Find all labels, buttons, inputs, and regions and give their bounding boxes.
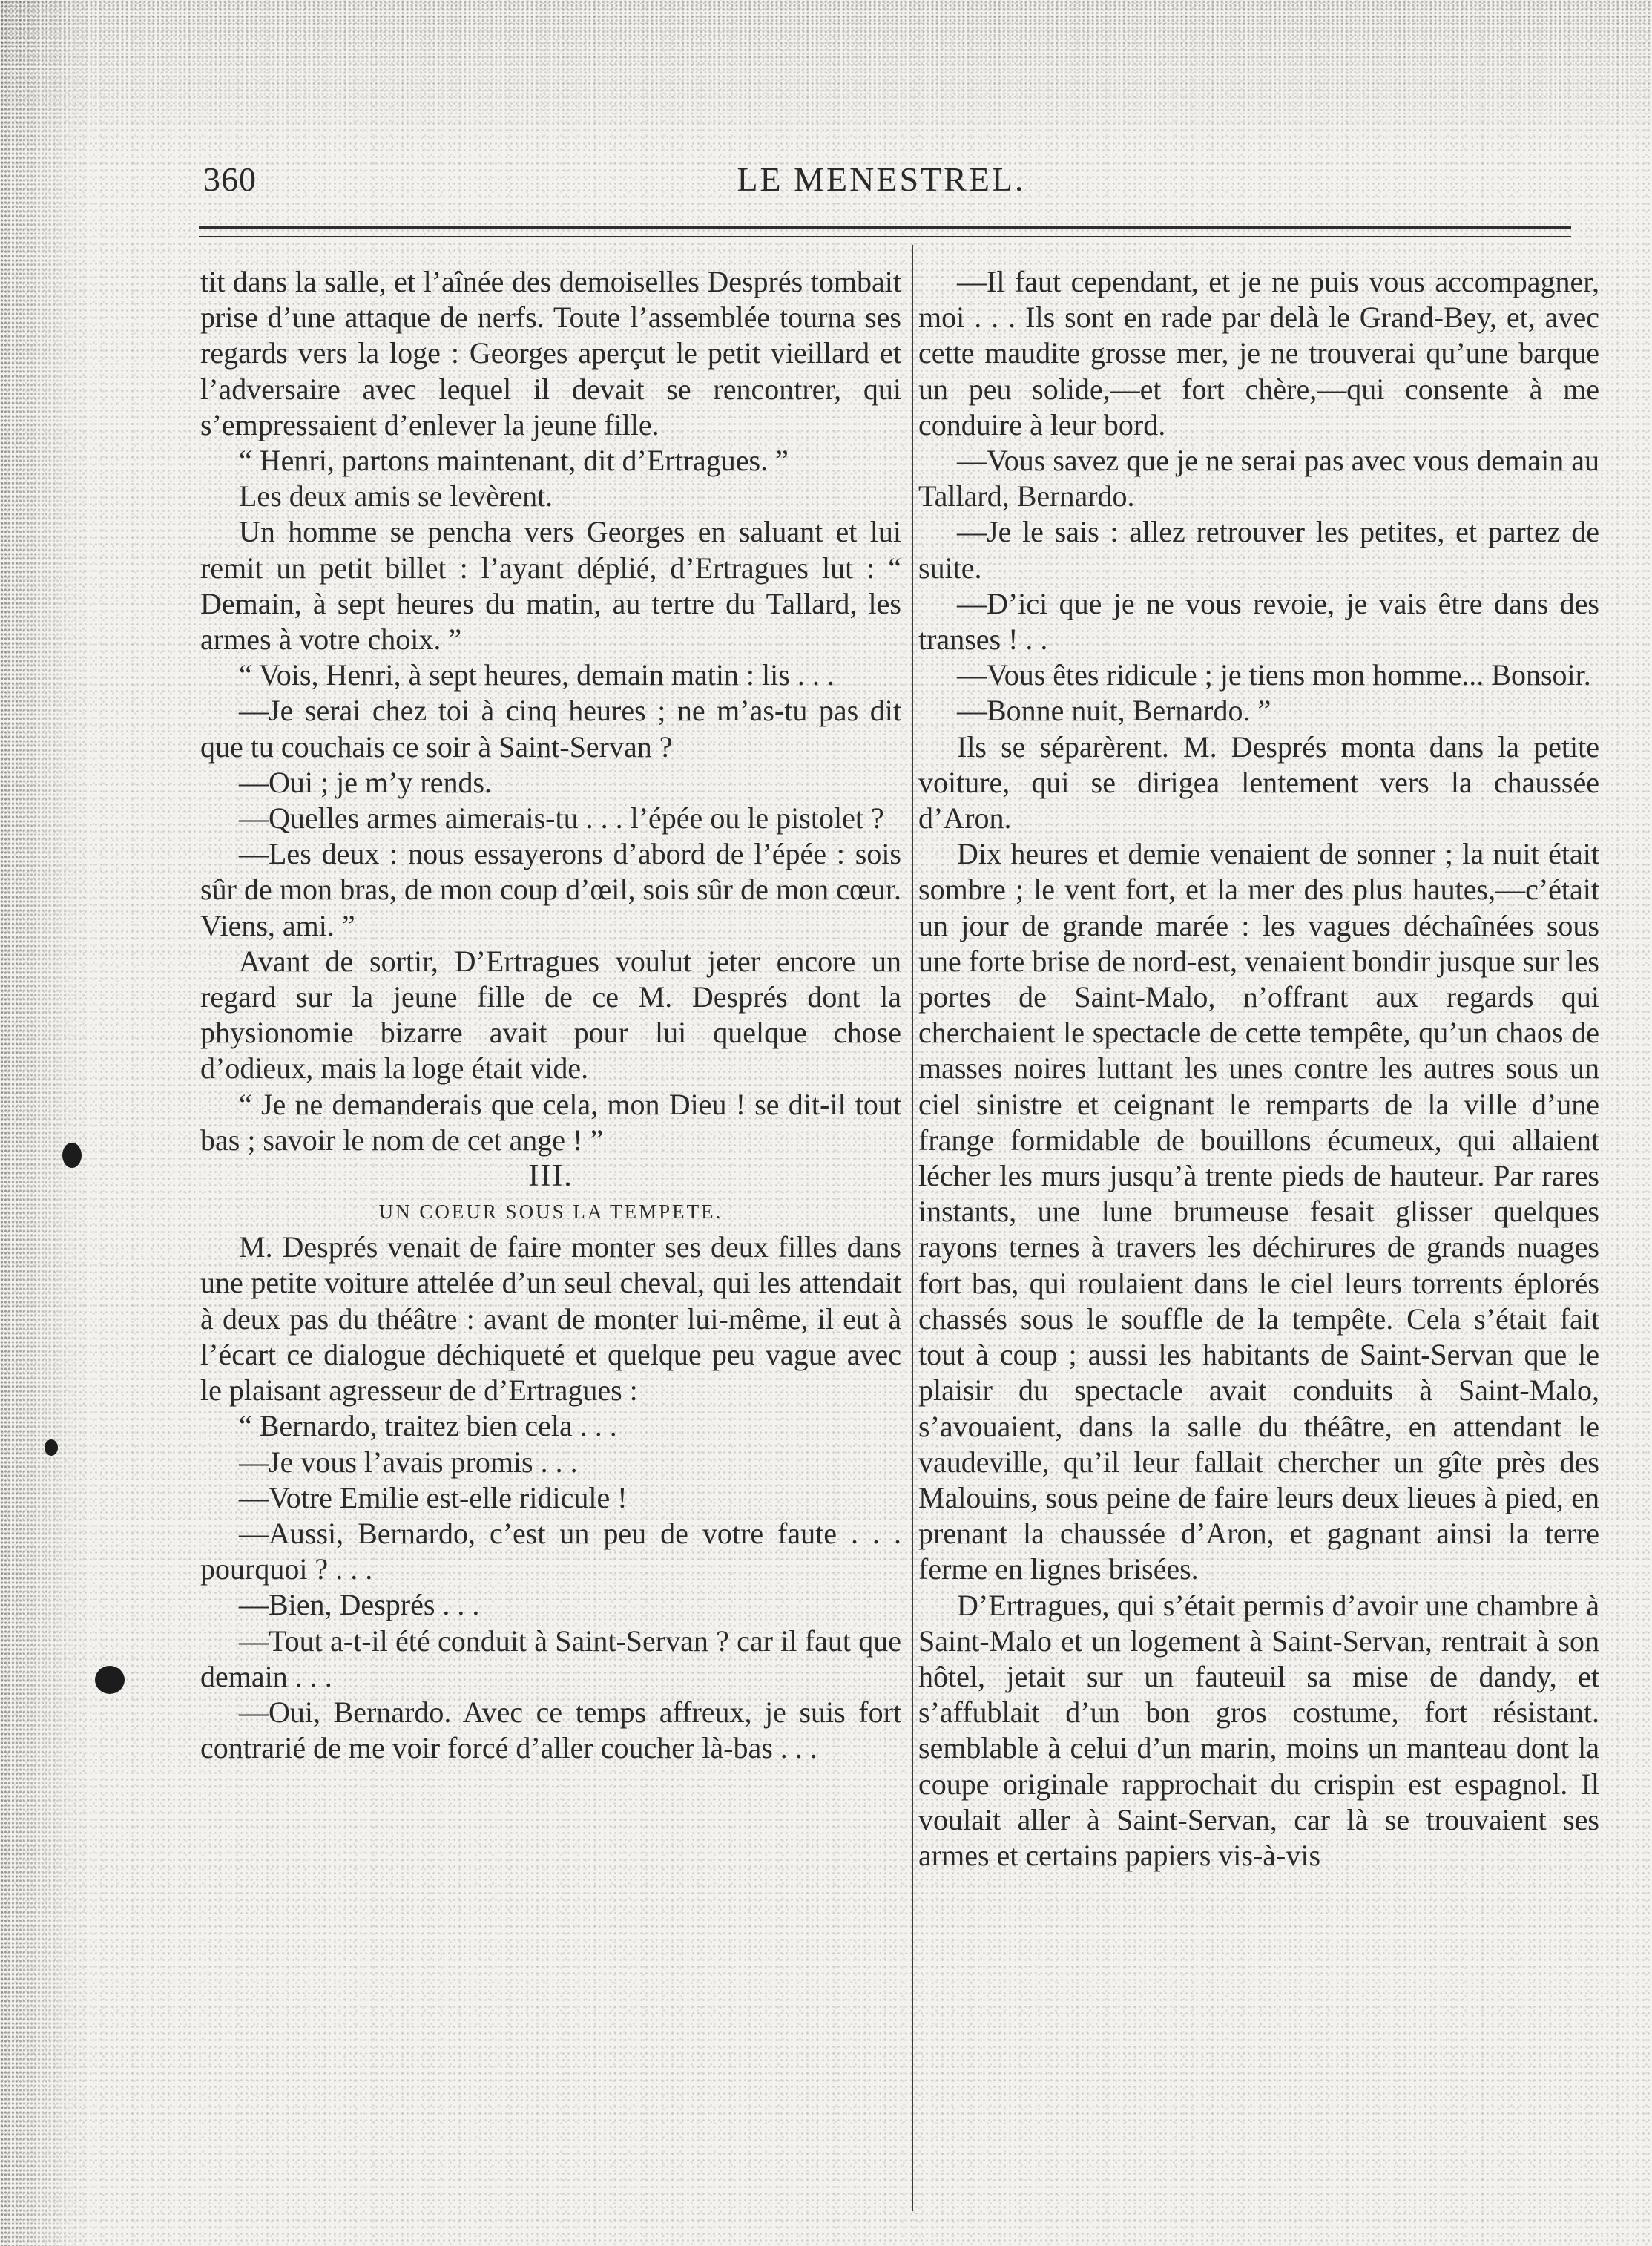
paragraph: —Oui ; je m’y rends. bbox=[239, 765, 493, 799]
header-rule-thick bbox=[199, 226, 1571, 229]
ink-blot bbox=[62, 1143, 82, 1168]
left-column bbox=[200, 264, 901, 1766]
paragraph: “ Je ne demanderais que cela, mon Dieu ! se dit-il tout bas ; savoir le nom de cet ange ! ” bbox=[200, 1087, 901, 1157]
paragraph: —Quelles armes aimerais-tu . . . l’épée ou le pistolet ? bbox=[239, 801, 884, 835]
paragraph: Les deux amis se levèrent. bbox=[239, 479, 553, 513]
paragraph: D’Ertragues, qui s’était permis d’avoir une chambre à Saint-Malo et un logement à Saint-Servan, rentrait à son hôtel, jetait sur un fauteuil sa mise de dandy, et s’affublait d’un bon gros costume, fort résistant. semblable à celui d’un marin, moins un manteau dont la coupe originale rapprochait du crispin est espagnol. Il voulait aller à Saint-Servan, car là se trouvaient ses armes et certains papiers vis-à-vis bbox=[918, 1588, 1599, 1872]
chapter-title: UN COEUR SOUS LA TEMPETE. bbox=[378, 1201, 723, 1224]
paragraph: “ Henri, partons maintenant, dit d’Ertragues. ” bbox=[239, 444, 789, 478]
paragraph: —D’ici que je ne vous revoie, je vais être dans des transes ! . . bbox=[918, 586, 1599, 657]
paragraph: —Votre Emilie est-elle ridicule ! bbox=[239, 1480, 628, 1514]
right-column bbox=[918, 264, 1599, 1874]
paragraph: —Il faut cependant, et je ne puis vous accompagner, moi . . . Ils sont en rade par delà le Grand-Bey, et, avec cette maudite grosse mer, je ne trouverai qu’une barque un peu solide,—et fort chère,—qui consente à me conduire à leur bord. bbox=[918, 265, 1599, 441]
paragraph: Ils se séparèrent. M. Després monta dans la petite voiture, qui se dirigea lentement vers la chaussée d’Aron. bbox=[918, 729, 1599, 835]
paragraph: “ Vois, Henri, à sept heures, demain matin : lis . . . bbox=[239, 658, 835, 692]
paragraph: —Vous êtes ridicule ; je tiens mon homme... Bonsoir. bbox=[957, 658, 1591, 692]
left-edge-noise bbox=[0, 0, 89, 2246]
paragraph: —Aussi, Bernardo, c’est un peu de votre faute . . . pourquoi ? . . . bbox=[200, 1516, 901, 1586]
paragraph: —Je le sais : allez retrouver les petites, et partez de suite. bbox=[918, 515, 1599, 585]
ink-blot bbox=[45, 1439, 58, 1456]
paragraph: Un homme se pencha vers Georges en saluant et lui remit un petit billet : l’ayant déplié, d’Ertragues lut : “ Demain, à sept heures du matin, au tertre du Tallard, les armes à votre choix. ” bbox=[200, 515, 901, 657]
paragraph: M. Després venait de faire monter ses deux filles dans une petite voiture attelée d’un seul cheval, qui les attendait à deux pas du théâtre : avant de monter lui-même, il eut à l’écart ce dialogue déchiqueté et quelque peu vague avec le plaisant agresseur de d’Ertragues : bbox=[200, 1230, 901, 1408]
paragraph: —Je vous l’avais promis . . . bbox=[239, 1445, 578, 1479]
paragraph: tit dans la salle, et l’aînée des demoiselles Després tombait prise d’une attaque de nerfs. Toute l’assemblée tourna ses regards vers la loge : Georges aperçut le petit vieillard et l’adversaire avec lequel il devait se rencontrer, qui s’empressaient d’enlever la jeune fille. bbox=[200, 265, 901, 441]
paragraph: Avant de sortir, D’Ertragues voulut jeter encore un regard sur la jeune fille de ce M. Després dont la physionomie bizarre avait pour lui quelque chose d’odieux, mais la loge était vide. bbox=[200, 944, 901, 1086]
chapter-number: III. bbox=[528, 1159, 573, 1194]
paragraph: —Bien, Després . . . bbox=[239, 1588, 480, 1622]
paragraph: —Vous savez que je ne serai pas avec vous demain au Tallard, Bernardo. bbox=[918, 444, 1599, 513]
column-divider bbox=[912, 245, 913, 2211]
paragraph: “ Bernardo, traitez bien cela . . . bbox=[239, 1409, 617, 1443]
page-number: 360 bbox=[203, 160, 257, 198]
header-rule-thin bbox=[199, 236, 1571, 237]
paragraph: —Tout a-t-il été conduit à Saint-Servan ? car il faut que demain . . . bbox=[200, 1623, 901, 1693]
paragraph: —Oui, Bernardo. Avec ce temps affreux, je suis fort contrarié de me voir forcé d’aller coucher là-bas . . . bbox=[200, 1695, 901, 1765]
top-edge-noise bbox=[0, 0, 1652, 148]
ink-blot bbox=[95, 1666, 125, 1694]
paragraph: Dix heures et demie venaient de sonner ; la nuit était sombre ; le vent fort, et la mer des plus hautes,—c’était un jour de grande marée : les vagues déchaînées sous une forte brise de nord-est, venaient bondir jusque sur les portes de Saint-Malo, n’offrant aux regards qui cherchaient le spectacle de cette tempête, qu’un chaos de masses noires luttant les unes contre les autres sous un ciel sinistre et ceignant le remparts de la ville d’une frange formidable de bouillons écumeux, qui allaient lécher les murs jusqu’à trente pieds de hauteur. Par rares instants, une lune brumeuse fesait glisser quelques rayons ternes à travers les déchirures de grands nuages fort bas, qui roulaient dans le ciel leurs torrents éplorés chassés sous le souffle de la tempête. Cela s’était fait tout à coup ; aussi les habitants de Saint-Servan que le plaisir du spectacle avait conduits à Saint-Malo, s’avouaient, dans la salle du théâtre, en attendant le vaudeville, qu’il leur fallait chercher un gîte près des Malouins, sous peine de faire leurs deux lieues à pied, en prenant la chaussée d’Aron, et gagnant ainsi la terre ferme en lignes brisées. bbox=[918, 837, 1599, 1586]
paragraph: —Je serai chez toi à cinq heures ; ne m’as-tu pas dit que tu couchais ce soir à Saint-Servan ? bbox=[200, 694, 901, 764]
paragraph: —Bonne nuit, Bernardo. ” bbox=[957, 694, 1271, 728]
page-header bbox=[199, 152, 1564, 204]
running-head: LE MENESTREL. bbox=[737, 160, 1026, 198]
paragraph: —Les deux : nous essayerons d’abord de l’épée : sois sûr de mon bras, de mon coup d’œil, sois sûr de mon cœur. Viens, ami. ” bbox=[200, 837, 901, 942]
